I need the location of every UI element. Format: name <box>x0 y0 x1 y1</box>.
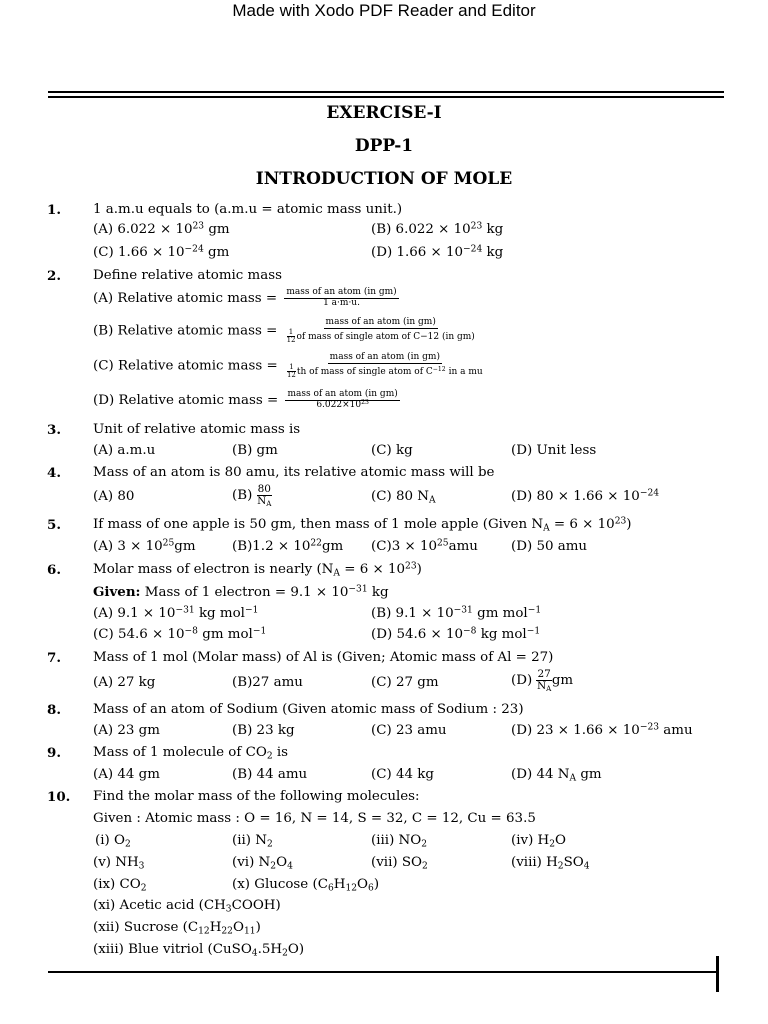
question-text: Mass of an atom of Sodium (Given atomic mass of Sodium : 23) <box>93 702 524 717</box>
question-text: Define relative atomic mass <box>93 268 282 283</box>
option-c: $(C)3 \times 10^{25}amu$ <box>371 538 478 554</box>
option-c: (C) 80 $N_A$ <box>371 489 436 506</box>
fraction: mass of an atom (in gm) $\frac{1}{12}$ th of mass of single atom of $C^{-12}$ in a mu <box>286 352 483 379</box>
fraction: $\frac{\text{mass of an atom (in gm)}}{6.022\times 10^{23}}$ <box>287 389 398 410</box>
given-line: Given : Atomic mass : O = 16, N = 14, S = 32, C = 12, Cu = 63.5 <box>93 811 536 826</box>
question-text: If mass of one apple is 50 gm, then mass of 1 mole apple (Given $N_A = 6 \times 10^{23}$) <box>93 516 632 534</box>
option-b: (B) gm <box>232 443 278 458</box>
option-d: (D) $80 \times 1.66 \times 10^{-24}$ <box>511 488 660 504</box>
question-text: Molar mass of electron is nearly $(N_A = 6 \times 10^{23})$ <box>93 561 422 579</box>
question-text: Mass of 1 mol (Molar mass) of Al is (Given; Atomic mass of Al = 27) <box>93 650 554 665</box>
top-double-rule-2 <box>48 96 724 98</box>
dpp-subtitle: DPP-1 <box>354 136 414 156</box>
option-d: (D) $54.6 \times 10^{-8}$ kg mol$^{-1}$ <box>371 626 541 642</box>
given-line: Given: Mass of 1 electron = $9.1 \times 10^{-31}$ kg <box>93 584 389 600</box>
question-number: 8. <box>47 702 61 718</box>
option-a: (A) 44 gm <box>93 767 160 782</box>
option-a: (A) 23 gm <box>93 723 160 738</box>
option-a: (A) a.m.u <box>93 443 156 458</box>
question-number: 6. <box>47 562 61 578</box>
question-number: 10. <box>47 789 71 805</box>
option-d: (D) Relative atomic mass = $\frac{\text{mass of an atom (in gm)}}{6.022\times 10^{23}}$ <box>93 389 398 410</box>
molecule-item: (xii) Sucrose $(C_{12}H_{22}O_{11})$ <box>93 920 261 937</box>
question-text: 1 a.m.u equals to (a.m.u = atomic mass unit.) <box>93 202 403 217</box>
question-number: 4. <box>47 465 61 481</box>
question-number: 5. <box>47 517 61 533</box>
question-text: Unit of relative atomic mass is <box>93 422 301 437</box>
bottom-rule-tick <box>716 956 719 992</box>
molecule-item: (vii) $SO_2$ <box>371 855 428 872</box>
top-double-rule-1 <box>48 91 724 93</box>
option-a: (A) $9.1 \times 10^{-31}$ kg mol$^{-1}$ <box>93 605 259 621</box>
option-a: (A) Relative atomic mass = $\frac{\text{mass of an atom (in gm)}}{1 a\cdot m\cdot u.}$ <box>93 287 397 308</box>
option-b: (B) 23 kg <box>232 723 295 738</box>
molecule-item: (ix) $CO_2$ <box>93 877 147 894</box>
molecule-item: (viii) $H_2SO_4$ <box>511 855 590 872</box>
option-a: (A) 80 <box>93 489 135 504</box>
question-number: 3. <box>47 422 61 438</box>
chapter-title: INTRODUCTION OF MOLE <box>255 169 513 189</box>
question-number: 9. <box>47 745 61 761</box>
option-a: (A) $3 \times 10^{25}gm$ <box>93 538 196 554</box>
option-c: (C) $1.66 \times 10^{-24}$ gm <box>93 244 230 260</box>
question-text: Find the molar mass of the following molecules: <box>93 789 420 804</box>
option-b: (B) $\frac{80}{N_A}$ <box>232 483 272 508</box>
molecule-item: (v) $NH_3$ <box>93 855 145 872</box>
option-b: (B)27 amu <box>232 675 303 690</box>
molecule-item: (xiii) Blue vitriol $(CuSO_4.5H_2O)$ <box>93 942 305 959</box>
question-number: 1. <box>47 202 61 218</box>
fraction: $\frac{\text{mass of an atom (in gm)}}{1 a\cdot m\cdot u.}$ <box>286 287 397 308</box>
fraction: mass of an atom (in gm) $\frac{1}{12}$ of mass of single atom of C−12 (in gm) <box>286 317 475 344</box>
fraction: $\frac{80}{N_A}$ <box>257 483 272 508</box>
option-b: $(B)1.2 \times 10^{22}gm$ <box>232 538 344 554</box>
option-d: (D) $\frac{27}{N_A}$ gm <box>511 668 574 693</box>
exercise-title: EXERCISE-I <box>326 103 442 123</box>
option-b: (B) $6.022 \times 10^{23}$ kg <box>371 221 504 237</box>
option-b: (B) 44 amu <box>232 767 308 782</box>
option-b: (B) Relative atomic mass = mass of an atom (in gm) $\frac{1}{12}$ of mass of single atom of C−12 (in gm) <box>93 317 475 344</box>
option-c: (C) kg <box>371 443 413 458</box>
molecule-item: (iii) $NO_2$ <box>371 833 428 850</box>
question-number: 2. <box>47 268 61 284</box>
question-text: Mass of an atom is 80 amu, its relative atomic mass will be <box>93 465 495 480</box>
option-c: (C) 27 gm <box>371 675 439 690</box>
option-c: (C) 44 kg <box>371 767 434 782</box>
option-d: (D) 50 amu <box>511 539 588 554</box>
question-number: 7. <box>47 650 61 666</box>
molecule-item: (i) $O_2$ <box>95 833 131 850</box>
molecule-item: (xi) Acetic acid $(CH_3COOH)$ <box>93 898 281 915</box>
molecule-item: (iv) $H_2O$ <box>511 833 567 850</box>
option-b: (B) $9.1 \times 10^{-31}$ gm mol$^{-1}$ <box>371 605 542 621</box>
option-c: (C) 23 amu <box>371 723 447 738</box>
pdf-reader-banner: Made with Xodo PDF Reader and Editor <box>232 1 536 20</box>
fraction: $\frac{27}{N_A}$ <box>536 668 552 693</box>
option-a: (A) 27 kg <box>93 675 156 690</box>
option-d: (D) Unit less <box>511 443 597 458</box>
option-a: (A) $6.022 \times 10^{23}$ gm <box>93 221 230 237</box>
option-d: (D) $23 \times 1.66 \times 10^{-23}$ amu <box>511 722 693 738</box>
molecule-item: (x) Glucose $(C_6H_{12}O_6)$ <box>232 877 380 894</box>
option-d: (D) 44 $N_A$ gm <box>511 767 602 784</box>
bottom-rule <box>48 971 718 973</box>
option-d: (D) $1.66 \times 10^{-24}$ kg <box>371 244 504 260</box>
option-c: (C) Relative atomic mass = mass of an atom (in gm) $\frac{1}{12}$ th of mass of single atom of $C^{-12}$ in a mu <box>93 352 483 379</box>
question-text: Mass of 1 molecule of $CO_2$ is <box>93 745 289 762</box>
option-c: (C) $54.6 \times 10^{-8}$ gm mol$^{-1}$ <box>93 626 267 642</box>
molecule-item: (ii) $N_2$ <box>232 833 273 850</box>
molecule-item: (vi) $N_2O_4$ <box>232 855 293 872</box>
